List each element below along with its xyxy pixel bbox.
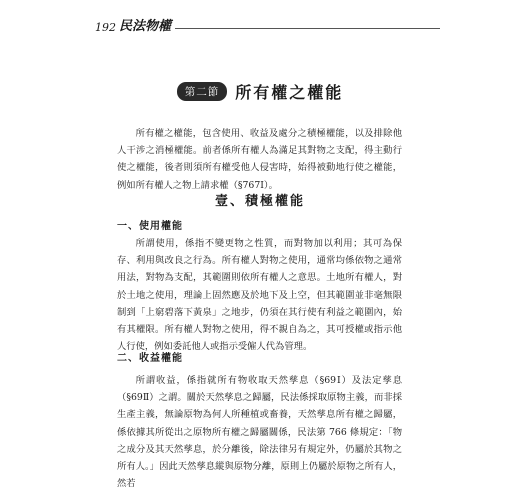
section-title: 所有權之權能 (235, 83, 344, 102)
intro-paragraph: 所有權之權能，包含使用、收益及處分之積極權能，以及排除他人干涉之消極權能。前者係所有權人為滿足其對物之支配，得主動行使之權能，後者則須所有權受他人侵害時，始得被動地行使之權能，例如所有權人之物上請求權（§767Ⅰ）。 (117, 128, 402, 191)
subsection-text-profit: 所謂收益，係指就所有物收取天然孳息（§69Ⅰ）及法定孳息（§69Ⅱ）之謂。關於天然孳息之歸屬，民法係採取原物主義，而非採生產主義，無論原物為何人所種植或畜養，天然孳息所有權之歸屬，係依據其所從出之原物所有權之歸屬關係，民法第 766 條規定：「物之成分及其天然孳息，於分離後，除法律另有規定外，仍屬於其物之所有人。」因此天然孳息縱與原物分離，原則上仍屬於原物之所有人，然若 (117, 375, 402, 490)
chapter-heading: 壹、積極權能 (214, 194, 305, 209)
header-rule (175, 28, 440, 29)
page-number: 192 (95, 21, 116, 34)
subsection-heading-use: 一、使用權能 (117, 221, 183, 232)
section-badge: 第二節 (177, 82, 228, 101)
book-title: 民法物權 (119, 19, 172, 34)
subsection-text-use: 所謂使用，係指不變更物之性質，而對物加以利用；其可為保存、利用與改良之行為。所有權人對物之使用，通常均係依物之通常用法，對物為支配，其範圍則依所有權人之意思。土地所有權人，對於土地之使用，理論上固然應及於地下及上空，但其範圍並非毫無限制到「上窮碧落下黃泉」之地步，仍須在其行使有利益之範圍內，始有其權限。所有權人對物之使用，得不親自為之，其可授權或指示他人行使，例如委託他人或指示受僱人代為管理。 (117, 238, 402, 353)
running-head (95, 12, 440, 34)
subsection-heading-profit: 二、收益權能 (117, 353, 183, 364)
section-heading (0, 80, 520, 103)
